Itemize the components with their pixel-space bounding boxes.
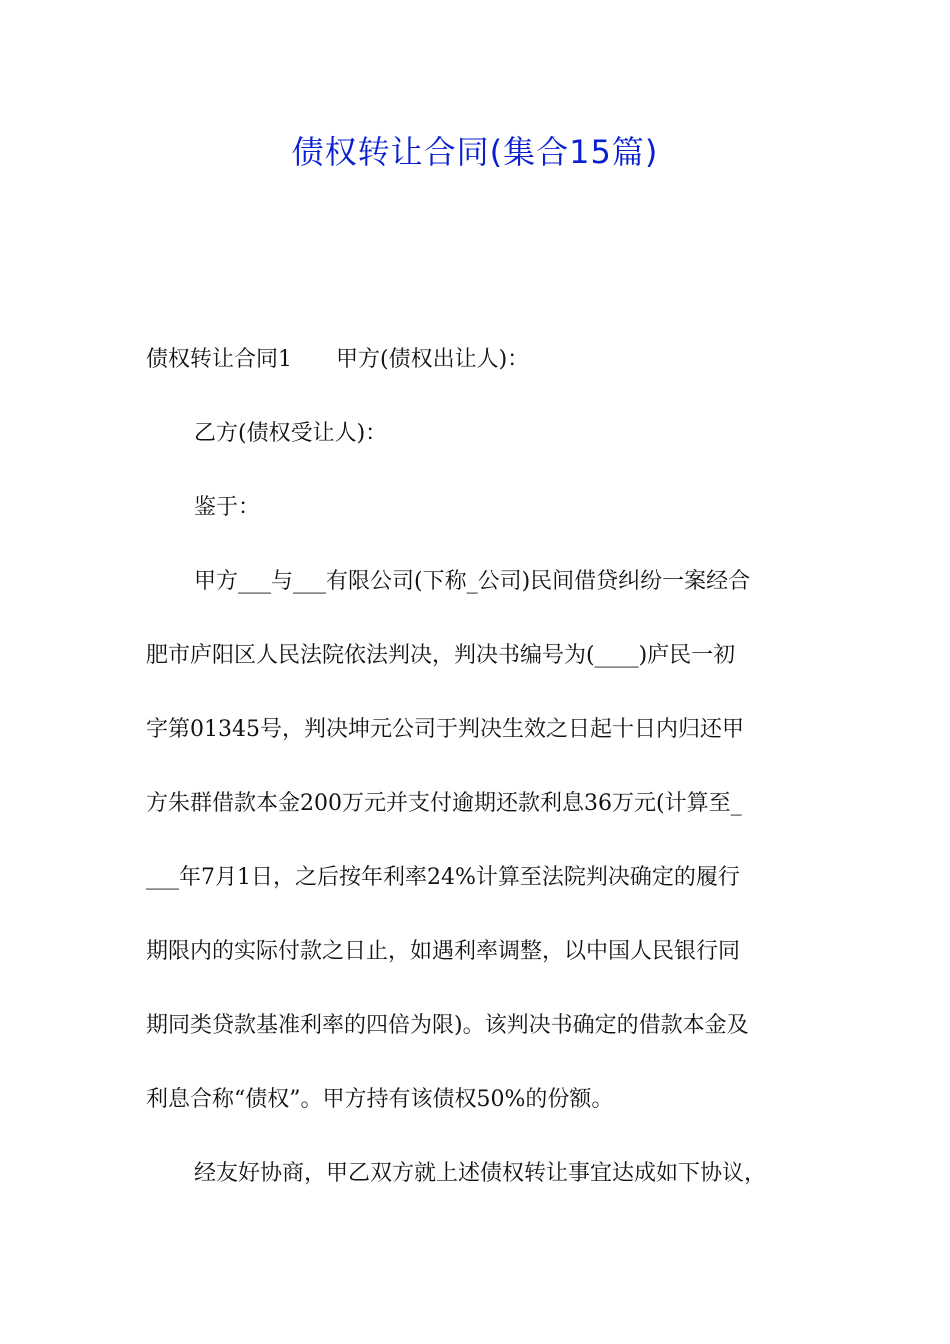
text-line-agreement: 经友好协商，甲乙双方就上述债权转让事宜达成如下协议， xyxy=(194,1161,767,1186)
text-line-paragraph: ___年7月1日，之后按年利率24%计算至法院判决确定的履行 xyxy=(146,865,740,890)
text-line-paragraph: 肥市庐阳区人民法院依法判决，判决书编号为(____)庐民一初 xyxy=(146,643,736,668)
text-line-paragraph: 利息合称“债权”。甲方持有该债权50%的份额。 xyxy=(146,1087,614,1112)
text-line-heading: 债权转让合同1 甲方(债权出让人)： xyxy=(146,347,530,372)
text-line-paragraph: 字第01345号，判决坤元公司于判决生效之日起十日内归还甲 xyxy=(146,717,744,742)
text-line-paragraph: 甲方___与___有限公司(下称_公司)民间借贷纠纷一案经合 xyxy=(194,569,751,594)
text-line-paragraph: 方朱群借款本金200万元并支付逾期还款利息36万元(计算至_ xyxy=(146,791,742,816)
text-line-paragraph: 期限内的实际付款之日止，如遇利率调整，以中国人民银行同 xyxy=(146,939,741,964)
text-line-whereas: 鉴于： xyxy=(194,495,261,520)
document-title: 债权转让合同(集合15篇) xyxy=(291,133,659,171)
text-line-paragraph: 期同类贷款基准利率的四倍为限)。该判决书确定的借款本金及 xyxy=(146,1013,749,1038)
text-line-party-b: 乙方(债权受让人)： xyxy=(194,421,388,446)
